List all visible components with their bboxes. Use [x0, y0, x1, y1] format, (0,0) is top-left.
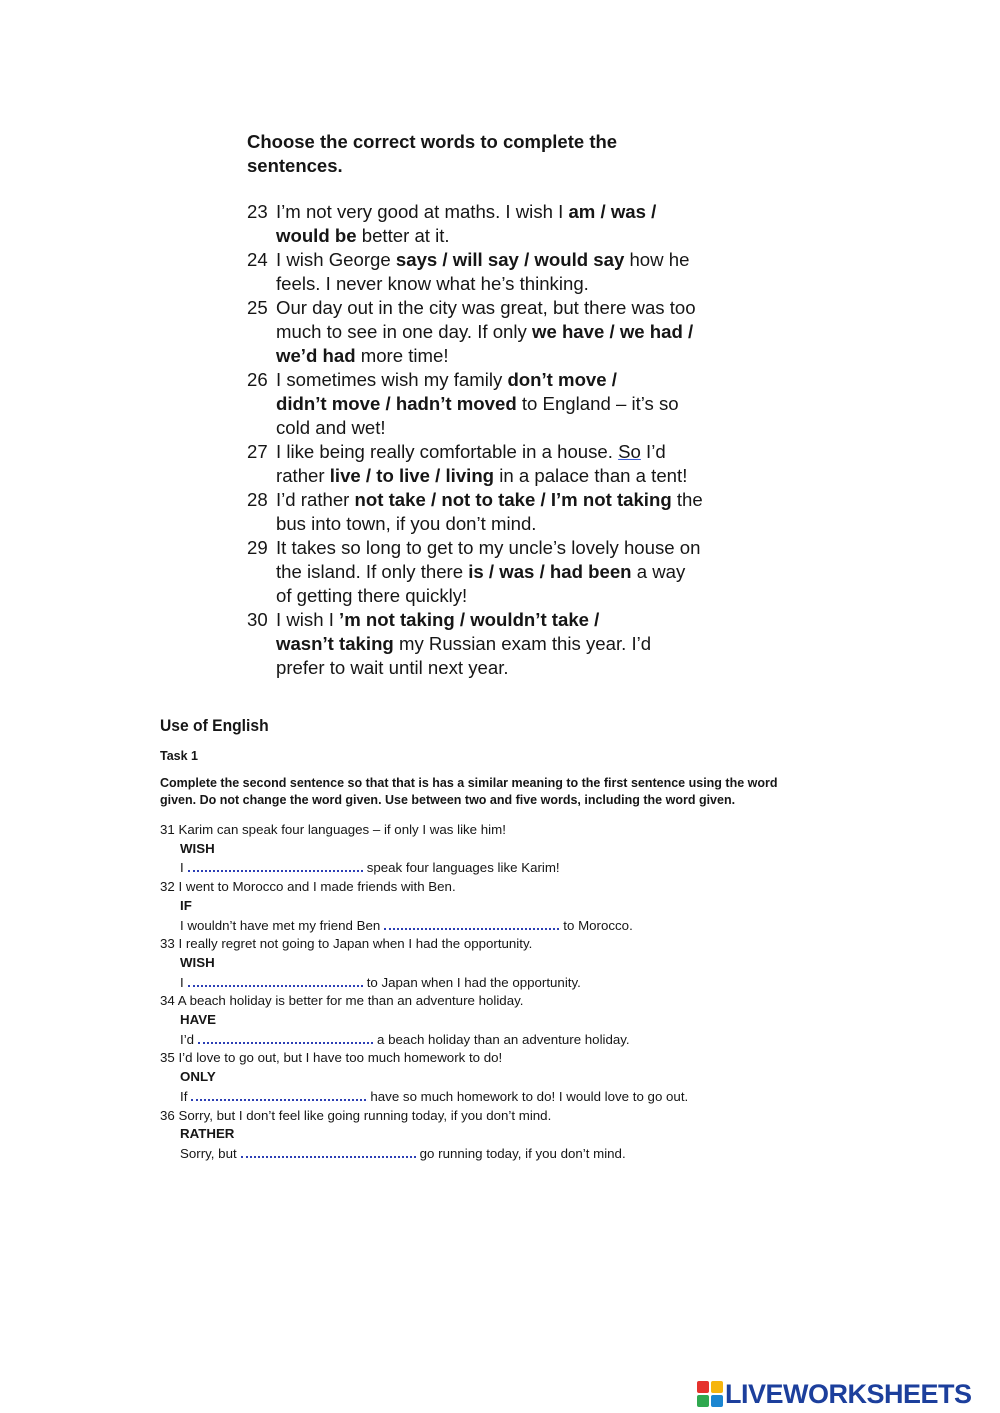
answer-blank[interactable]: [191, 1087, 366, 1101]
answer-blank[interactable]: [188, 858, 363, 872]
question-list: [247, 200, 807, 680]
keyword: RATHER: [180, 1126, 235, 1142]
question-item: 26 I sometimes wish my family don’t move / didn’t move / hadn’t moved to England – it’s so cold and wet!: [247, 369, 679, 438]
question-item: 28 I’d rather not take / not to take / I’m not taking the bus into town, if you don’t mind.: [247, 489, 703, 534]
question-item: 23 I’m not very good at maths. I wish I am / was / would be better at it.: [247, 201, 657, 246]
transformation-item: [160, 878, 920, 935]
original-sentence: 36 Sorry, but I don’t feel like going running today, if you don’t mind.: [160, 1107, 552, 1123]
answer-options[interactable]: says / will say / would say: [395, 249, 625, 270]
question-number: 23: [247, 201, 268, 222]
transformation-list: [160, 821, 920, 1164]
answer-line: If have so much homework to do! I would love to go out.: [180, 1088, 689, 1104]
keyword: HAVE: [180, 1012, 216, 1028]
task-instructions: Complete the second sentence so that that is has a similar meaning to the first sentence using the word given. Do not change the word given. Use between two and five words, including the word given.: [160, 776, 778, 807]
question-item: 27 I like being really comfortable in a house. So I’d rather live / to live / living in a palace than a tent!: [247, 441, 688, 486]
keyword: WISH: [180, 840, 215, 856]
logo-text: LIVEWORKSHEETS: [725, 1378, 972, 1409]
transformation-item: [160, 821, 920, 878]
answer-line: I to Japan when I had the opportunity.: [180, 974, 581, 990]
answer-line: I wouldn’t have met my friend Ben to Morocco.: [180, 917, 633, 933]
answer-options[interactable]: don’t move /: [507, 369, 617, 390]
question-number: 27: [247, 441, 268, 462]
answer-options[interactable]: not take / not to take / I’m not taking: [354, 489, 672, 510]
answer-options[interactable]: didn’t move / hadn’t moved: [276, 393, 517, 414]
answer-options[interactable]: we’d had: [276, 345, 356, 366]
transformation-item: [160, 935, 920, 992]
transformation-item: [160, 1107, 920, 1164]
liveworksheets-logo[interactable]: [697, 1377, 972, 1411]
section-heading: [247, 130, 807, 178]
question-number: 25: [247, 297, 268, 318]
question-number: 24: [247, 249, 268, 270]
answer-line: Sorry, but go running today, if you don’t mind.: [180, 1145, 626, 1161]
question-number: 30: [247, 609, 268, 630]
answer-options[interactable]: live / to live / living: [329, 465, 495, 486]
task-title: Task 1: [160, 749, 198, 763]
use-of-english-section: [160, 714, 920, 1164]
heading-line: Choose the correct words to complete the: [247, 131, 618, 152]
question-number: 28: [247, 489, 268, 510]
answer-blank[interactable]: [198, 1030, 373, 1044]
answer-blank[interactable]: [188, 973, 363, 987]
answer-blank[interactable]: [384, 916, 559, 930]
logo-square: [711, 1381, 723, 1393]
section-heading: Use of English: [160, 716, 269, 735]
answer-options[interactable]: am / was /: [568, 201, 657, 222]
answer-options[interactable]: wasn’t taking: [276, 633, 394, 654]
original-sentence: 34 A beach holiday is better for me than an adventure holiday.: [160, 993, 524, 1009]
answer-options[interactable]: we have / we had /: [531, 321, 694, 342]
question-number: 26: [247, 369, 268, 390]
original-sentence: 32 I went to Morocco and I made friends with Ben.: [160, 879, 456, 895]
logo-square: [711, 1395, 723, 1407]
logo-square: [697, 1381, 709, 1393]
original-sentence: 33 I really regret not going to Japan when I had the opportunity.: [160, 936, 533, 952]
question-item: 25 Our day out in the city was great, but there was too much to see in one day. If only we have / we had / we’d had more time!: [247, 297, 696, 366]
question-item: 24 I wish George says / will say / would say how he feels. I never know what he’s thinking.: [247, 249, 690, 294]
multiple-choice-section: [247, 130, 807, 680]
keyword: ONLY: [180, 1069, 216, 1085]
original-sentence: 31 Karim can speak four languages – if only I was like him!: [160, 822, 506, 837]
keyword: WISH: [180, 954, 215, 970]
original-sentence: 35 I’d love to go out, but I have too much homework to do!: [160, 1050, 503, 1066]
logo-mark-icon: [697, 1381, 723, 1407]
answer-options[interactable]: would be: [276, 225, 357, 246]
question-item: 30 I wish I ’m not taking / wouldn’t take / wasn’t taking my Russian exam this year. I’d prefer to wait until next year.: [247, 609, 652, 678]
answer-line: I’d a beach holiday than an adventure holiday.: [180, 1031, 630, 1047]
transformation-item: [160, 992, 920, 1049]
question-item: 29 It takes so long to get to my uncle’s lovely house on the island. If only there is / was / had been a way of getting there quickly!: [247, 537, 701, 606]
answer-line: I speak four languages like Karim!: [180, 860, 560, 876]
heading-line: sentences.: [247, 155, 343, 176]
transformation-item: [160, 1049, 920, 1106]
answer-options[interactable]: is / was / had been: [468, 561, 632, 582]
answer-blank[interactable]: [241, 1144, 416, 1158]
keyword: IF: [180, 897, 192, 913]
question-number: 29: [247, 537, 268, 558]
logo-square: [697, 1395, 709, 1407]
underlined-word: So: [618, 441, 641, 462]
answer-options[interactable]: ’m not taking / wouldn’t take /: [339, 609, 600, 630]
